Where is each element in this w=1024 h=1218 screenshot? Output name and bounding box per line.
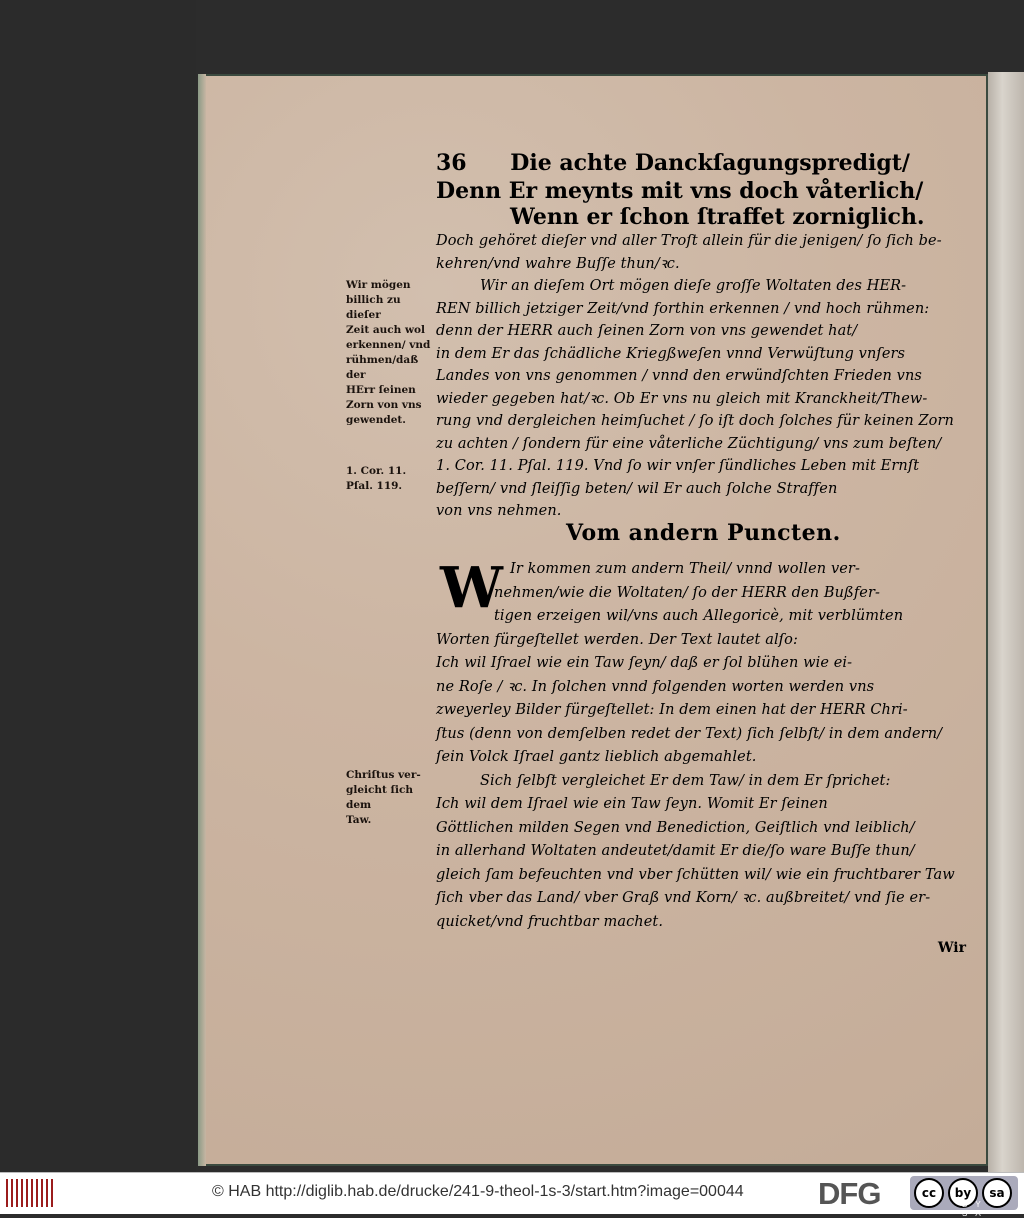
page-header bbox=[436, 150, 910, 176]
drop-cap: W bbox=[440, 555, 503, 621]
text-line: rung vnd dergleichen heimſuchet / ſo iſt doch ſolches für keinen Zorn bbox=[436, 413, 954, 429]
by-icon: by bbox=[948, 1178, 978, 1208]
text-line: kehren/vnd wahre Buſſe thun/ꝛc. bbox=[436, 255, 680, 272]
text-line: Ich wil dem Iſrael wie ein Taw ſeyn. Womit Er ſeinen bbox=[436, 796, 828, 812]
hab-logo-icon[interactable] bbox=[6, 1179, 53, 1207]
text-line: Landes von vns genommen / vnnd den erwündſchten Frieden vns bbox=[436, 368, 922, 384]
text-line: REN billich jetziger Zeit/vnd forthin erkennen / vnd hoch rühmen: bbox=[436, 300, 930, 317]
text-line: Sich ſelbſt vergleichet Er dem Taw/ in dem Er ſprichet: bbox=[480, 772, 891, 789]
text-line: Wir an dieſem Ort mögen dieſe groſſe Woltaten des HER- bbox=[480, 278, 907, 294]
running-title: Die achte Danckſagungspredigt/ bbox=[510, 150, 910, 176]
text-line: wieder gegeben hat/ꝛc. Ob Er vns nu gleich mit Kranckheit/Thew- bbox=[436, 390, 928, 407]
text-line: in dem Er das ſchädliche Kriegßweſen vnnd Verwüſtung vnſers bbox=[436, 345, 906, 362]
text-line: ne Roſe / ꝛc. In ſolchen vnnd folgenden worten werden vns bbox=[436, 678, 875, 695]
margin-note: Chriſtus ver- gleicht ſich dem Taw. bbox=[346, 769, 421, 826]
text-line: von vns nehmen. bbox=[436, 503, 562, 519]
page-number: 36 bbox=[436, 150, 467, 176]
text-line: Worten fürgeſtellet werden. Der Text lautet alſo: bbox=[436, 631, 798, 648]
text-line: Ir kommen zum andern Theil/ vnnd wollen ver- bbox=[510, 561, 860, 577]
text-line: zweyerley Bilder fürgeſtellet: In dem einen hat der HERR Chri- bbox=[436, 702, 908, 718]
text-line: tigen erzeigen wil/vns auch Allegoricè, mit verblümten bbox=[494, 608, 904, 624]
footer-bar bbox=[0, 1172, 1024, 1218]
margin-note: Wir mögen billich zu dieſer Zeit auch wol erkennen/ vnd rühmen/daß der HErr ſeinen Zorn von vns gewendet. bbox=[346, 279, 431, 426]
text-line: nehmen/wie die Woltaten/ ſo der HERR den Bußfer- bbox=[494, 584, 881, 601]
text-line: Ich wil Iſrael wie ein Taw ſeyn/ daß er ſol blühen wie ei- bbox=[436, 655, 853, 671]
scanner-background-left bbox=[0, 0, 196, 1172]
cc-icon: cc bbox=[914, 1178, 944, 1208]
text-line: 1. Cor. 11. Pſal. 119. Vnd ſo wir vnſer ſündliches Leben mit Ernſt bbox=[436, 458, 920, 474]
text-line: Göttlichen milden Segen vnd Benediction, Geiſtlich vnd leiblich/ bbox=[436, 819, 915, 836]
catch-word: Wir bbox=[937, 940, 966, 956]
dfg-logo[interactable]: DFG bbox=[818, 1176, 881, 1211]
text-line: zu achten / ſondern für eine våterliche Züchtigung/ vns zum beſten/ bbox=[436, 435, 942, 452]
text-line: ſein Volck Iſrael gantz lieblich abgemahlet. bbox=[436, 749, 757, 765]
text-line: ſtus (denn von demſelben redet der Text) ſich ſelbſt/ in dem andern/ bbox=[436, 725, 943, 742]
text-line: ſich vber das Land/ vber Graß vnd Korn/ ꝛc. außbreitet/ vnd ſie er- bbox=[436, 890, 931, 906]
section-title: Vom andern Puncten. bbox=[566, 520, 841, 546]
margin-note: 1. Cor. 11. Pſal. 119. bbox=[346, 465, 407, 492]
cc-license-text: BY SA bbox=[962, 1200, 989, 1218]
text-line: beſſern/ vnd ſleiſſig beten/ wil Er auch ſolche Straffen bbox=[436, 480, 838, 497]
verse-line: Denn Er meynts mit vns doch våterlich/ bbox=[436, 178, 924, 204]
sa-icon: sa bbox=[982, 1178, 1012, 1208]
text-line: quicket/vnd fruchtbar machet. bbox=[436, 913, 664, 930]
copyright-link[interactable]: © HAB http://diglib.hab.de/drucke/241-9-theol-1s-3/start.htm?image=00044 bbox=[212, 1183, 744, 1200]
verse-line: Wenn er ſchon ſtraffet zorniglich. bbox=[510, 204, 925, 230]
page-binding-edge bbox=[198, 74, 206, 1166]
text-line: gleich ſam befeuchten vnd vber ſchütten wil/ wie ein fruchtbarer Taw bbox=[436, 866, 955, 883]
text-line: in allerhand Woltaten andeutet/damit Er die/ſo ware Buſſe thun/ bbox=[436, 843, 915, 859]
text-line: denn der HERR auch ſeinen Zorn von vns gewendet hat/ bbox=[436, 323, 858, 339]
book-page bbox=[198, 74, 988, 1166]
text-line: Doch gehöret dieſer vnd aller Troſt allein für die jenigen/ ſo ſich be- bbox=[436, 233, 942, 249]
